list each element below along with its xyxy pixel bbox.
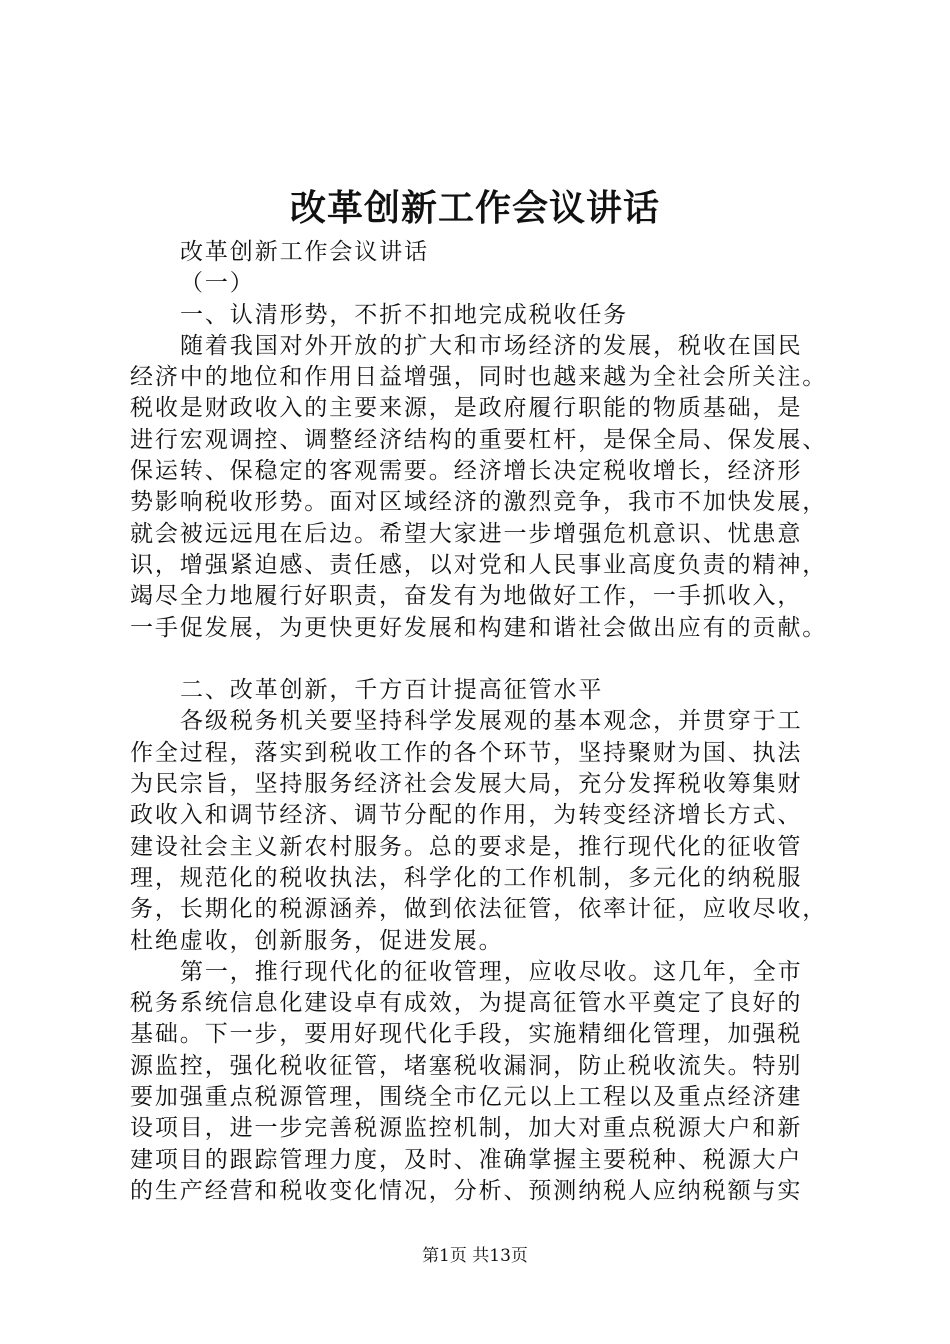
text-line: 竭尽全力地履行好职责，奋发有为地做好工作，一手抓收入，: [130, 583, 803, 610]
text-line: 建项目的跟踪管理力度，及时、准确掌握主要税种、税源大户: [130, 1146, 803, 1173]
document-title: 改革创新工作会议讲话: [289, 187, 660, 229]
blank-line: [130, 644, 830, 675]
text-line: 的生产经营和税收变化情况，分析、预测纳税人应纳税额与实: [130, 1177, 803, 1204]
text-line: 保运转、保稳定的客观需要。经济增长决定税收增长，经济形: [130, 458, 803, 485]
text-line: 二、改革创新，千方百计提高征管水平: [180, 677, 604, 704]
text-line: 杜绝虚收，创新服务，促进发展。: [130, 927, 504, 954]
text-line: 务，长期化的税源涵养，做到依法征管，依率计征，应收尽收，: [130, 896, 828, 923]
text-line: 设项目，进一步完善税源监控机制，加大对重点税源大户和新: [130, 1115, 803, 1142]
text-line: 一手促发展，为更快更好发展和构建和谐社会做出应有的贡献。: [130, 614, 828, 641]
text-line: 作全过程，落实到税收工作的各个环节，坚持聚财为国、执法: [130, 739, 803, 766]
text-line: 势影响税收形势。面对区域经济的激烈竞争，我市不加快发展，: [130, 489, 828, 516]
text-line: 识，增强紧迫感、责任感，以对党和人民事业高度负责的精神，: [130, 551, 828, 578]
text-line: 各级税务机关要坚持科学发展观的基本观念，并贯穿于工: [180, 708, 803, 735]
document-body: [130, 237, 830, 1207]
text-line: 建设社会主义新农村服务。总的要求是，推行现代化的征收管: [130, 833, 803, 860]
text-line: 一、认清形势，不折不扣地完成税收任务: [180, 301, 629, 328]
text-line: 改革创新工作会议讲话: [180, 239, 429, 265]
text-line: （一）: [180, 270, 255, 297]
text-line: 随着我国对外开放的扩大和市场经济的发展，税收在国民: [180, 332, 803, 359]
text-line: 税务系统信息化建设卓有成效，为提高征管水平奠定了良好的: [130, 990, 803, 1017]
page-number-footer: 第1页 共13页: [422, 1246, 528, 1266]
text-line: 就会被远远甩在后边。希望大家进一步增强危机意识、忧患意: [130, 520, 803, 547]
text-line: 理，规范化的税收执法，科学化的工作机制，多元化的纳税服: [130, 864, 803, 891]
text-line: 经济中的地位和作用日益增强，同时也越来越为全社会所关注。: [130, 364, 828, 391]
text-line: 基础。下一步，要用好现代化手段，实施精细化管理，加强税: [130, 1021, 803, 1048]
text-line: 税收是财政收入的主要来源，是政府履行职能的物质基础，是: [130, 395, 803, 422]
text-line: 源监控，强化税收征管，堵塞税收漏洞，防止税收流失。特别: [130, 1052, 803, 1079]
text-line: 政收入和调节经济、调节分配的作用，为转变经济增长方式、: [130, 802, 803, 829]
text-line: 为民宗旨，坚持服务经济社会发展大局，充分发挥税收筹集财: [130, 771, 803, 798]
text-line: 第一，推行现代化的征收管理，应收尽收。这几年，全市: [180, 958, 803, 985]
text-line: 要加强重点税源管理，围绕全市亿元以上工程以及重点经济建: [130, 1084, 803, 1111]
text-line: 进行宏观调控、调整经济结构的重要杠杆，是保全局、保发展、: [130, 426, 828, 453]
